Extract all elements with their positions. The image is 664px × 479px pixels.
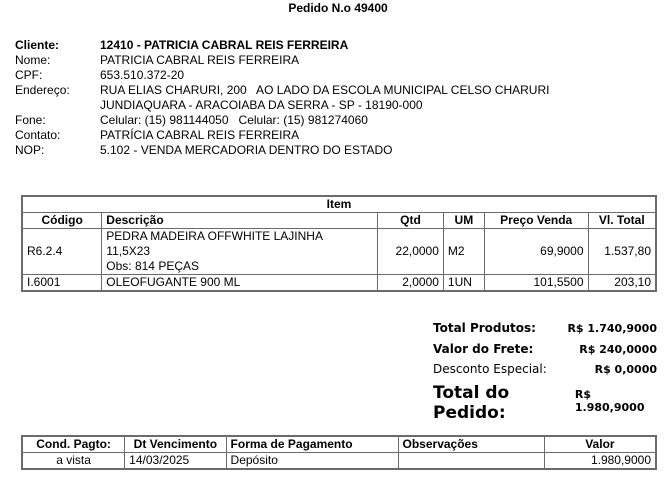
header-um: UM [443,213,484,229]
header-qtd: Qtd [378,213,444,229]
total-produtos-row [433,321,657,342]
header-forma: Forma de Pagamento [226,436,398,453]
desc-line: PEDRA MADEIRA OFFWHITE LAJINHA [106,229,323,243]
cell-um: 1UN [443,275,484,292]
desc-obs: Obs: 814 PEÇAS [106,259,199,273]
total-pedido-value: R$ 1.980,9000 [574,388,645,414]
frete-row [433,342,657,362]
name-row [15,53,549,68]
header-descricao: Descrição [102,213,378,229]
header-total: Vl. Total [588,213,656,229]
cell-venc: 14/03/2025 [125,453,226,470]
desconto-row [433,362,657,383]
desconto-label: Desconto Especial: [433,362,547,376]
frete-value: R$ 240,0000 [579,343,657,356]
page-title: Pedido N.o 49400 [288,1,388,15]
address-label: Endereço: [15,83,70,97]
cell-descricao: OLEOFUGANTE 900 ML [102,275,378,292]
cell-qtd: 22,0000 [378,229,444,275]
items-caption-row [22,196,656,213]
items-table [21,195,657,292]
name-label: Nome: [15,53,51,67]
cpf-row [15,68,549,83]
totals-section [433,321,657,423]
cell-total: 1.537,80 [588,229,656,275]
total-pedido-label: Total do Pedido: [433,383,510,423]
client-row [15,38,549,53]
nop-label: NOP: [15,143,45,157]
header-cond: Cond. Pagto: [22,436,125,453]
phone-label: Fone: [15,113,46,127]
cpf-label: CPF: [15,68,43,82]
cell-codigo: I.6001 [22,275,102,292]
table-row [22,275,656,292]
header-codigo: Código [22,213,102,229]
desconto-value: R$ 0,0000 [594,363,657,376]
client-info [15,38,549,158]
cell-preco: 69,9000 [484,229,588,275]
phone-value: Celular: (15) 981144050 Celular: (15) 981274060 [100,113,368,127]
desc-line: 11,5X23 [106,244,151,258]
total-pedido-row [433,383,657,423]
contact-label: Contato: [15,128,61,142]
name-value: PATRICIA CABRAL REIS FERREIRA [100,53,300,67]
address-value-2: JUNDIAQUARA - ARACOIABA DA SERRA - SP - 18190-000 [100,98,423,112]
phone-row [15,113,549,128]
cell-total: 203,10 [588,275,656,292]
header-valor: Valor [544,436,656,453]
cpf-value: 653.510.372-20 [100,68,185,82]
frete-label: Valor do Frete: [433,342,534,356]
nop-value: 5.102 - VENDA MERCADORIA DENTRO DO ESTADO [100,143,393,157]
header-obs: Observações [398,436,544,453]
cell-um: M2 [443,229,484,275]
cell-obs [398,453,544,470]
client-value: 12410 - PATRICIA CABRAL REIS FERREIRA [100,38,349,52]
address-label-2 [15,98,100,113]
nop-row [15,143,549,158]
total-produtos-label: Total Produtos: [433,321,536,335]
cell-descricao [102,229,378,275]
total-produtos-value: R$ 1.740,9000 [567,322,657,335]
header-venc: Dt Vencimento [125,436,226,453]
cell-forma: Depósito [226,453,398,470]
payment-header-row [22,436,656,453]
items-header-row [22,213,656,229]
cell-codigo: R6.2.4 [22,229,102,275]
cell-qtd: 2,0000 [378,275,444,292]
address-row-2 [15,98,549,113]
payment-table [21,435,657,470]
cell-cond: a vista [22,453,125,470]
items-caption: Item [22,196,656,213]
cell-valor: 1.980,9000 [544,453,656,470]
address-value: RUA ELIAS CHARURI, 200 AO LADO DA ESCOLA MUNICIPAL CELSO CHARURI [100,83,550,97]
header-preco: Preço Venda [484,213,588,229]
contact-row [15,128,549,143]
table-row [22,229,656,275]
table-row [22,453,656,470]
address-row [15,83,549,98]
contact-value: PATRÍCIA CABRAL REIS FERREIRA [100,128,300,142]
cell-preco: 101,5500 [484,275,588,292]
client-label: Cliente: [15,38,60,52]
